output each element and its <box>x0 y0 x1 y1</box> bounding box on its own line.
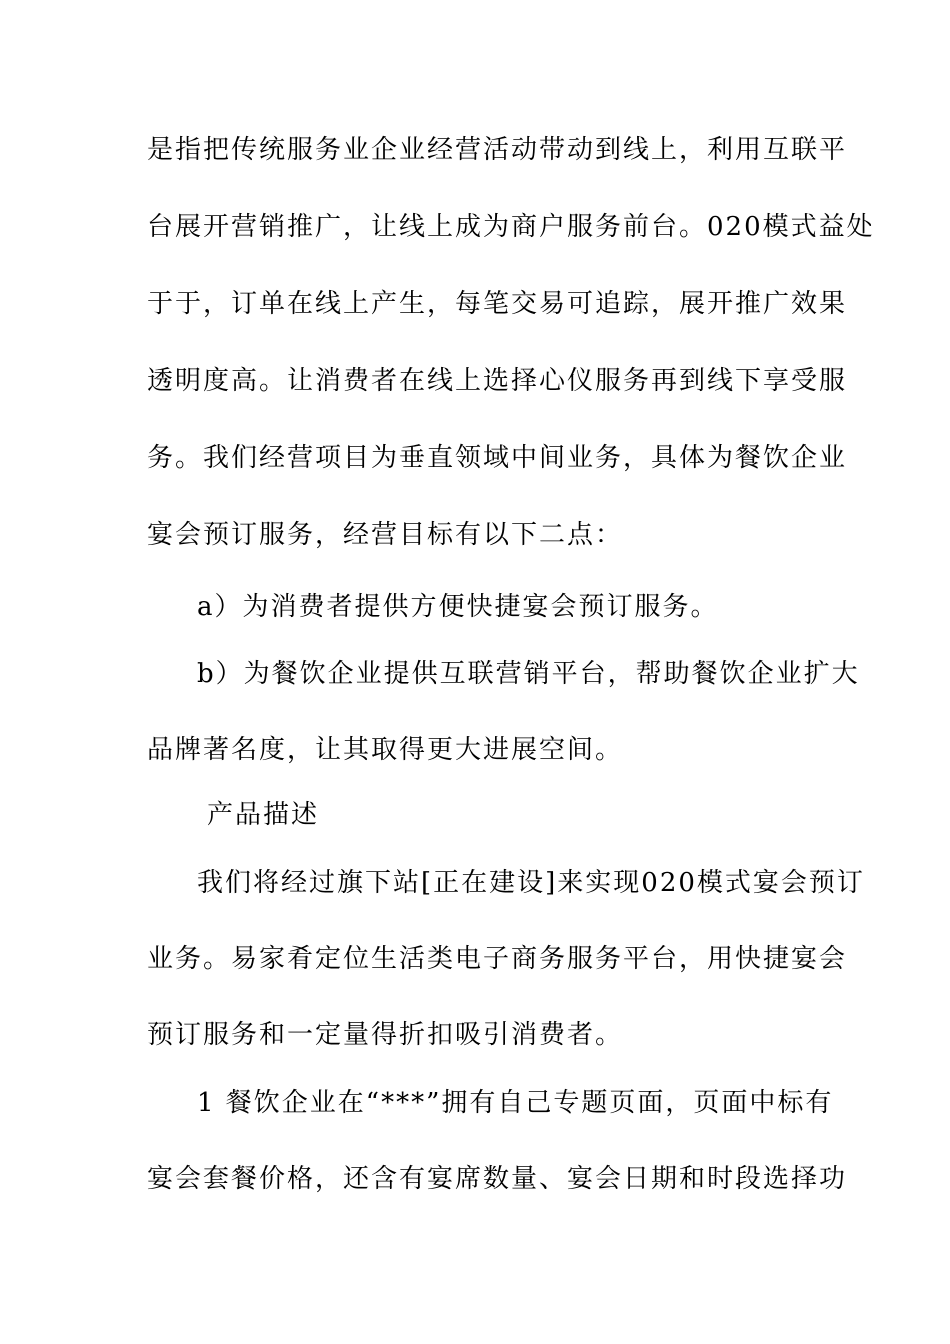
numbered-item-1-line-2: 宴会套餐价格，还含有宴席数量、宴会日期和时段选择功 <box>147 1164 848 1194</box>
paragraph2-line-3: 预订服务和一定量得折扣吸引消费者。 <box>147 1020 624 1050</box>
list-item-a: a）为消费者提供方便快捷宴会预订服务。 <box>197 592 719 622</box>
list-item-b-line-2: 品牌著名度，让其取得更大进展空间。 <box>147 735 624 765</box>
paragraph-line-6: 宴会预订服务，经营目标有以下二点： <box>147 520 624 550</box>
section-heading: 产品描述 <box>207 800 320 830</box>
paragraph-line-2: 台展开营销推广，让线上成为商户服务前台。020模式益处 <box>147 212 875 242</box>
paragraph2-line-1: 我们将经过旗下站[正在建设]来实现020模式宴会预订 <box>197 868 865 898</box>
numbered-item-1-line-1: 1 餐饮企业在“***”拥有自己专题页面，页面中标有 <box>197 1088 834 1118</box>
list-item-b-line-1: b）为餐饮企业提供互联营销平台，帮助餐饮企业扩大 <box>197 659 860 689</box>
paragraph-line-3: 于于，订单在线上产生，每笔交易可追踪，展开推广效果 <box>147 289 848 319</box>
paragraph-line-1: 是指把传统服务业企业经营活动带动到线上，利用互联平 <box>147 135 848 165</box>
paragraph-line-5: 务。我们经营项目为垂直领域中间业务，具体为餐饮企业 <box>147 443 848 473</box>
paragraph-line-4: 透明度高。让消费者在线上选择心仪服务再到线下享受服 <box>147 366 848 396</box>
paragraph2-line-2: 业务。易家肴定位生活类电子商务服务平台，用快捷宴会 <box>147 944 848 974</box>
